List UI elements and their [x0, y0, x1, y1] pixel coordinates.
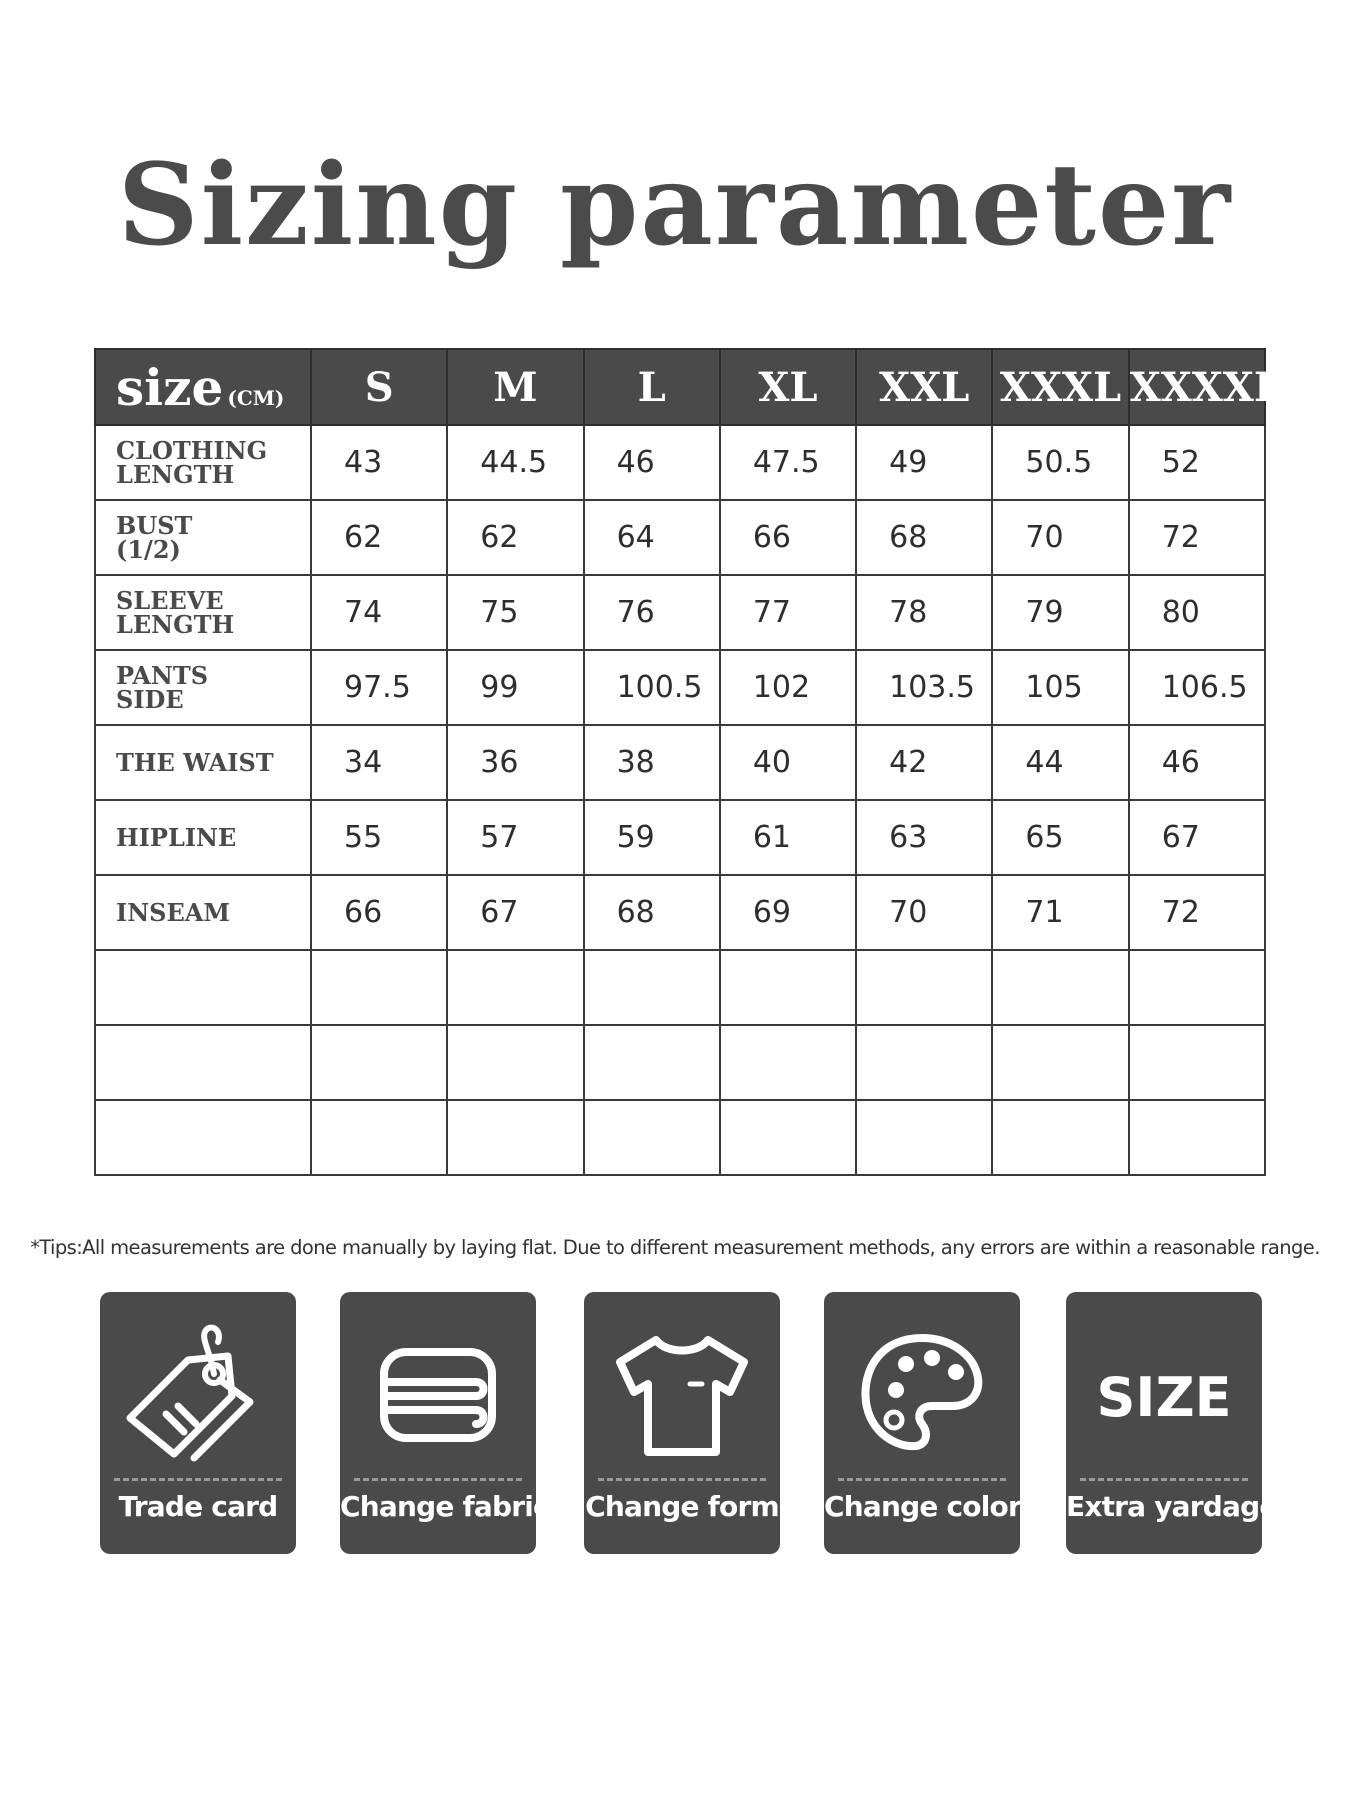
value-cell: 42	[856, 725, 992, 800]
row-label-line: THE WAIST	[116, 747, 274, 777]
table-row	[95, 575, 1265, 650]
row-label	[95, 500, 311, 575]
value-cell: 67	[447, 875, 583, 950]
value-cell: 62	[447, 500, 583, 575]
value-cell: 97.5	[311, 650, 447, 725]
value-cell: 77	[720, 575, 856, 650]
badge-divider	[598, 1478, 766, 1481]
table-row	[95, 425, 1265, 500]
value-cell: 47.5	[720, 425, 856, 500]
badge-trade-card	[100, 1292, 296, 1554]
table-row	[95, 725, 1265, 800]
row-label	[95, 575, 311, 650]
value-cell: 72	[1129, 875, 1265, 950]
row-label-line: LENGTH	[116, 459, 235, 489]
row-label	[95, 650, 311, 725]
badge-change-form	[584, 1292, 780, 1554]
empty-table-row	[95, 950, 1265, 1025]
header-size-l: L	[584, 349, 720, 425]
value-cell: 49	[856, 425, 992, 500]
page-title: Sizing parameter	[117, 140, 1233, 271]
value-cell: 61	[720, 800, 856, 875]
table-header-row	[95, 349, 1265, 425]
value-cell: 70	[992, 500, 1128, 575]
table-row	[95, 500, 1265, 575]
badge-label: Change form	[585, 1490, 779, 1523]
header-size-xxxxl: XXXXL	[1129, 349, 1265, 425]
value-cell: 67	[1129, 800, 1265, 875]
value-cell: 44.5	[447, 425, 583, 500]
tips-note: *Tips:All measurements are done manually by laying flat. Due to different measurement methods, any errors are within a reasonable range.	[30, 1236, 1320, 1259]
value-cell: 105	[992, 650, 1128, 725]
value-cell: 106.5	[1129, 650, 1265, 725]
badge-change-color	[824, 1292, 1020, 1554]
header-size-xxxl: XXXL	[992, 349, 1128, 425]
badge-label: Trade card	[118, 1490, 278, 1523]
value-cell: 57	[447, 800, 583, 875]
empty-table-row	[95, 1025, 1265, 1100]
value-cell: 99	[447, 650, 583, 725]
header-size-xxl: XXL	[856, 349, 992, 425]
row-label-line: SIDE	[116, 684, 184, 714]
badge-change-fabric	[340, 1292, 549, 1554]
value-cell: 66	[720, 500, 856, 575]
value-cell: 63	[856, 800, 992, 875]
row-label-line: BUST	[116, 510, 193, 540]
value-cell: 74	[311, 575, 447, 650]
value-cell: 40	[720, 725, 856, 800]
row-label	[95, 800, 311, 875]
header-size-label: size	[116, 357, 224, 417]
value-cell: 44	[992, 725, 1128, 800]
value-cell: 79	[992, 575, 1128, 650]
badge-divider	[838, 1478, 1006, 1481]
header-size-s: S	[311, 349, 447, 425]
tshirt-icon	[584, 1310, 780, 1470]
value-cell: 66	[311, 875, 447, 950]
service-badges	[100, 1292, 1278, 1554]
row-label-line: CLOTHING	[116, 435, 268, 465]
value-cell: 100.5	[584, 650, 720, 725]
row-label-line: PANTS	[116, 660, 209, 690]
header-unit-label: (CM)	[227, 385, 285, 410]
row-label	[95, 875, 311, 950]
value-cell: 78	[856, 575, 992, 650]
badge-label: Extra yardage	[1066, 1490, 1278, 1523]
value-cell: 46	[584, 425, 720, 500]
price-tag-icon	[100, 1310, 296, 1470]
value-cell: 59	[584, 800, 720, 875]
value-cell: 68	[856, 500, 992, 575]
header-size-cell	[95, 349, 311, 425]
value-cell: 46	[1129, 725, 1265, 800]
badge-divider	[354, 1478, 522, 1481]
badge-extra-yardage	[1066, 1292, 1278, 1554]
table-row	[95, 650, 1265, 725]
value-cell: 38	[584, 725, 720, 800]
value-cell: 72	[1129, 500, 1265, 575]
value-cell: 69	[720, 875, 856, 950]
value-cell: 76	[584, 575, 720, 650]
table-row	[95, 875, 1265, 950]
value-cell: 103.5	[856, 650, 992, 725]
badge-divider	[114, 1478, 282, 1481]
size-icon-text: SIZE	[1096, 1366, 1232, 1429]
size-text-icon	[1066, 1310, 1262, 1470]
size-chart-table	[94, 348, 1282, 1176]
value-cell: 68	[584, 875, 720, 950]
header-size-m: M	[447, 349, 583, 425]
row-label	[95, 425, 311, 500]
badge-label: Change fabric	[340, 1490, 549, 1523]
table-row	[95, 800, 1265, 875]
value-cell: 75	[447, 575, 583, 650]
value-cell: 36	[447, 725, 583, 800]
badge-label: Change color	[824, 1490, 1021, 1523]
value-cell: 70	[856, 875, 992, 950]
value-cell: 71	[992, 875, 1128, 950]
row-label-line: HIPLINE	[116, 822, 237, 852]
header-size-xl: XL	[720, 349, 856, 425]
value-cell: 62	[311, 500, 447, 575]
value-cell: 102	[720, 650, 856, 725]
row-label-line: LENGTH	[116, 609, 235, 639]
fabric-stack-icon	[340, 1310, 536, 1470]
value-cell: 52	[1129, 425, 1265, 500]
row-label	[95, 725, 311, 800]
badge-divider	[1080, 1478, 1248, 1481]
value-cell: 43	[311, 425, 447, 500]
value-cell: 80	[1129, 575, 1265, 650]
empty-table-row	[95, 1100, 1265, 1175]
value-cell: 65	[992, 800, 1128, 875]
value-cell: 34	[311, 725, 447, 800]
row-label-line: INSEAM	[116, 897, 230, 927]
row-label-line: (1/2)	[116, 534, 181, 564]
palette-icon	[824, 1310, 1020, 1470]
row-label-line: SLEEVE	[116, 585, 224, 615]
value-cell: 50.5	[992, 425, 1128, 500]
value-cell: 55	[311, 800, 447, 875]
value-cell: 64	[584, 500, 720, 575]
